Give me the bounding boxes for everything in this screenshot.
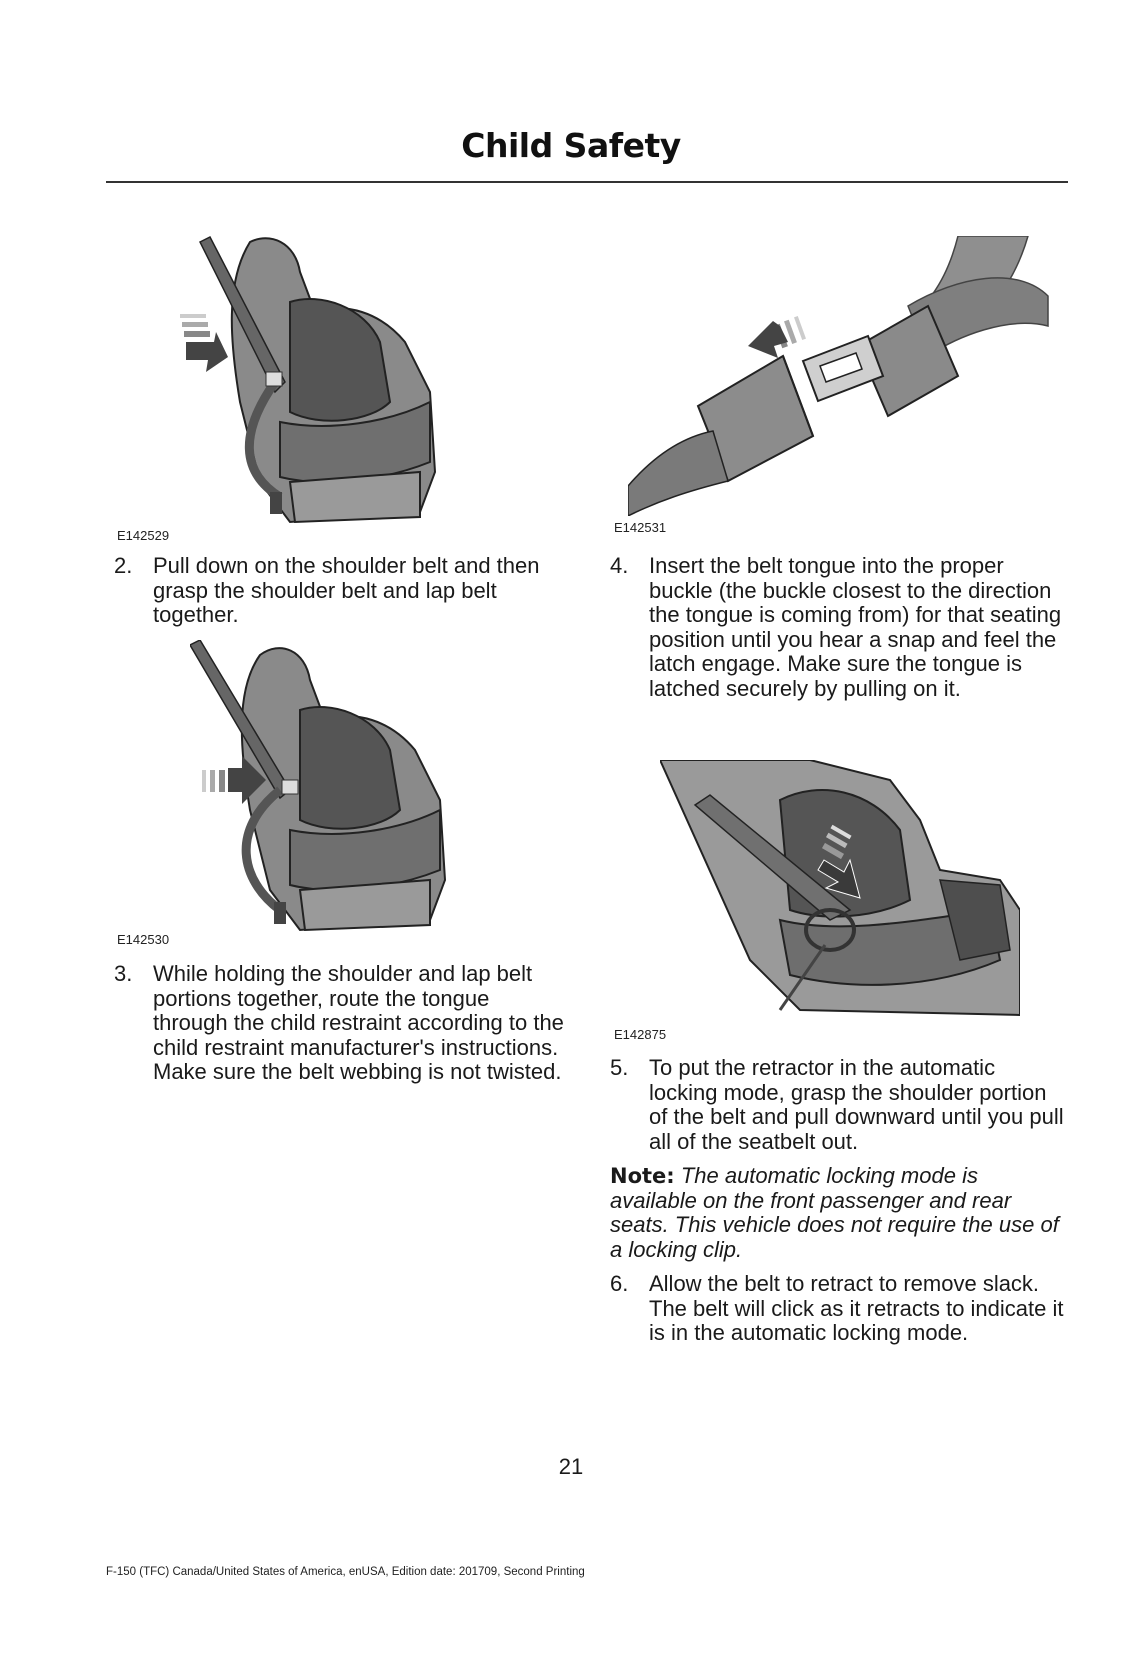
step-3-text: While holding the shoulder and lap belt portions together, route the tongue through the child restraint according to the child restraint manufacturer's instructions. Make sure the belt webbing is not twisted.: [153, 961, 564, 1084]
page-title: Child Safety: [461, 126, 681, 165]
step-4-text: Insert the belt tongue into the proper buckle (the buckle closest to the direction the tongue is coming from) for that seating position until you hear a snap and feel the latch engage. Make sure the tongue is latched securely by pulling on it.: [649, 553, 1062, 701]
figure-child-seat-grasp-belts: [190, 640, 460, 940]
title-divider: [106, 181, 1068, 183]
step-2-number: 2.: [114, 553, 133, 578]
arrow-left-icon: [748, 316, 806, 358]
step-6-number: 6.: [610, 1271, 629, 1296]
figure-label-4: E142875: [614, 1027, 667, 1042]
figure-label-1: E142529: [117, 528, 170, 543]
step-3-number: 3.: [114, 961, 133, 986]
step-2-text: Pull down on the shoulder belt and then grasp the shoulder belt and lap belt together.: [153, 553, 540, 627]
figure-label-2: E142530: [117, 932, 170, 947]
step-2: [114, 554, 574, 634]
footer: F-150 (TFC) Canada/United States of America, enUSA, Edition date: 201709, Second Printing: [106, 1566, 585, 1578]
step-4: [610, 554, 1070, 734]
arrow-down-icon: [180, 314, 228, 372]
note-text: The automatic locking mode is available on the front passenger and rear seats. This vehicle does not require the use of a locking clip.: [610, 1163, 1059, 1262]
figure-label-3: E142531: [614, 520, 667, 535]
step-3: [114, 962, 574, 1112]
step-5: [610, 1056, 1070, 1156]
note: [610, 1164, 1065, 1262]
note-label: Note:: [610, 1164, 675, 1188]
step-6-text: Allow the belt to retract to remove slack. The belt will click as it retracts to indicate it is in the automatic locking mode.: [649, 1271, 1064, 1345]
figure-child-seat-pull-belt: [180, 232, 450, 532]
step-5-text: To put the retractor in the automatic locking mode, grasp the shoulder portion of the belt and pull downward until you pull all of the seatbelt out.: [649, 1055, 1064, 1154]
page-number: 21: [558, 1454, 584, 1479]
step-6: [610, 1272, 1070, 1372]
step-4-number: 4.: [610, 553, 629, 578]
figure-belt-buckle: [628, 236, 1058, 516]
step-5-number: 5.: [610, 1055, 629, 1080]
figure-retractor-lock: [660, 760, 1020, 1020]
